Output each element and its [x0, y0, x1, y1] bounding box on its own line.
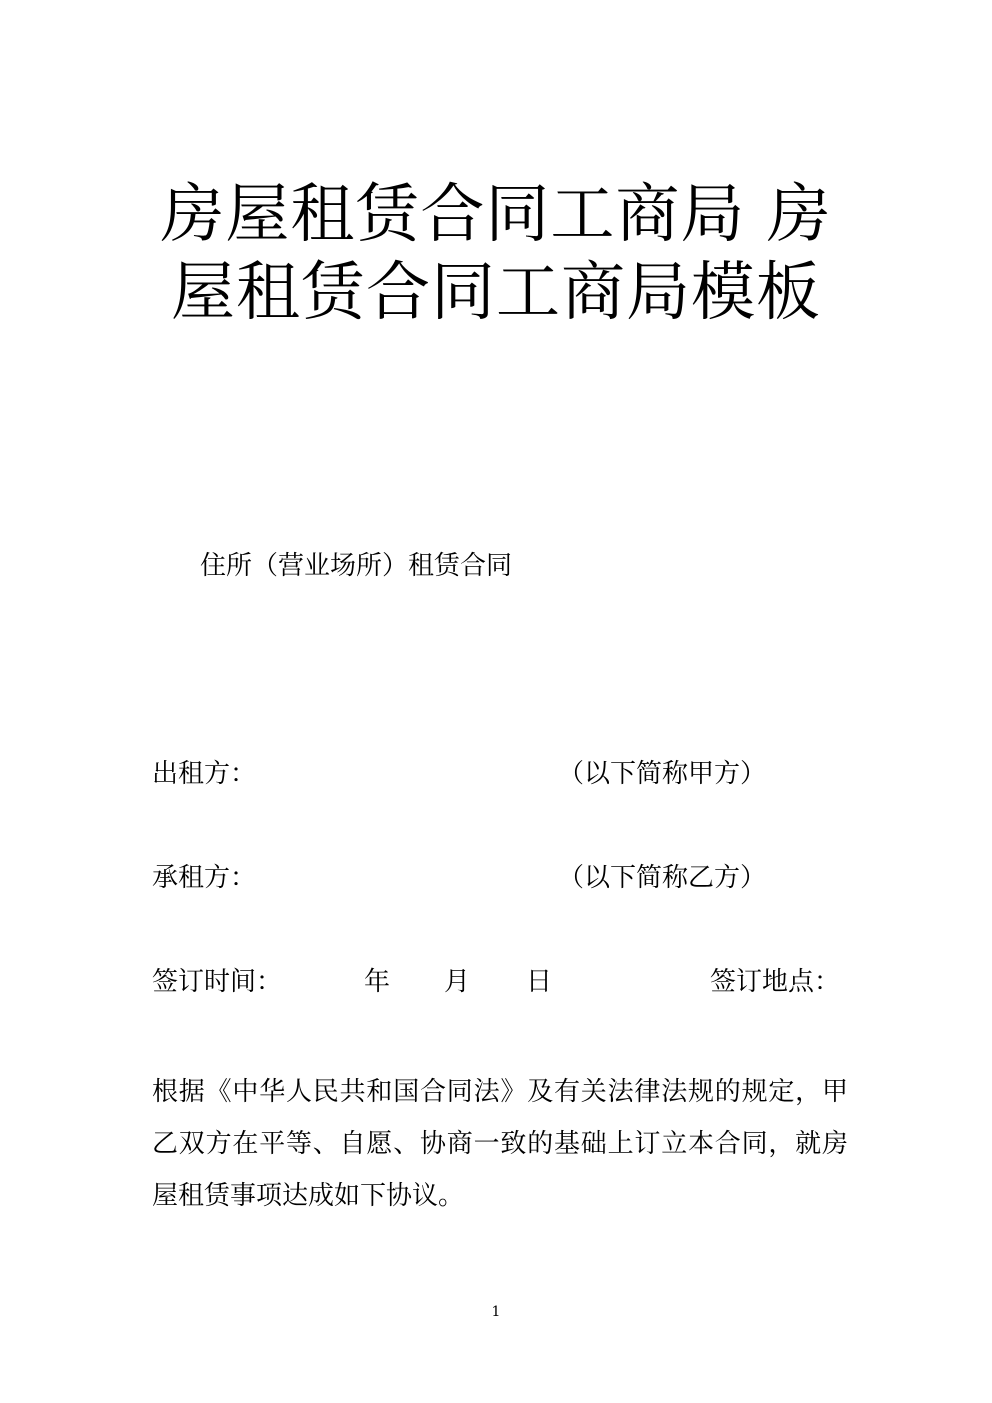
document-title: 房屋租赁合同工商局 房屋租赁合同工商局模板 — [160, 178, 832, 330]
signing-year: 年 — [364, 967, 391, 997]
signing-row — [152, 962, 852, 1002]
signing-day: 日 — [526, 967, 553, 997]
page-number: 1 — [491, 1304, 501, 1320]
signing-time-label: 签订时间： — [152, 967, 283, 997]
lessor-row — [152, 754, 852, 794]
lessee-label: 承租方： — [152, 863, 257, 893]
lessee-row — [152, 858, 852, 898]
lessor-note: （以下简称甲方） — [558, 759, 767, 789]
preamble-paragraph: 根据《中华人民共和国合同法》及有关法律法规的规定，甲乙双方在平等、自愿、协商一致的基础上订立本合同，就房屋租赁事项达成如下协议。 — [152, 1077, 848, 1211]
lessor-label: 出租方： — [152, 759, 257, 789]
contract-subtitle: 住所（营业场所）租赁合同 — [200, 551, 513, 581]
signing-place-label: 签订地点： — [710, 967, 841, 997]
signing-month: 月 — [444, 967, 471, 997]
lessee-note: （以下简称乙方） — [558, 863, 767, 893]
